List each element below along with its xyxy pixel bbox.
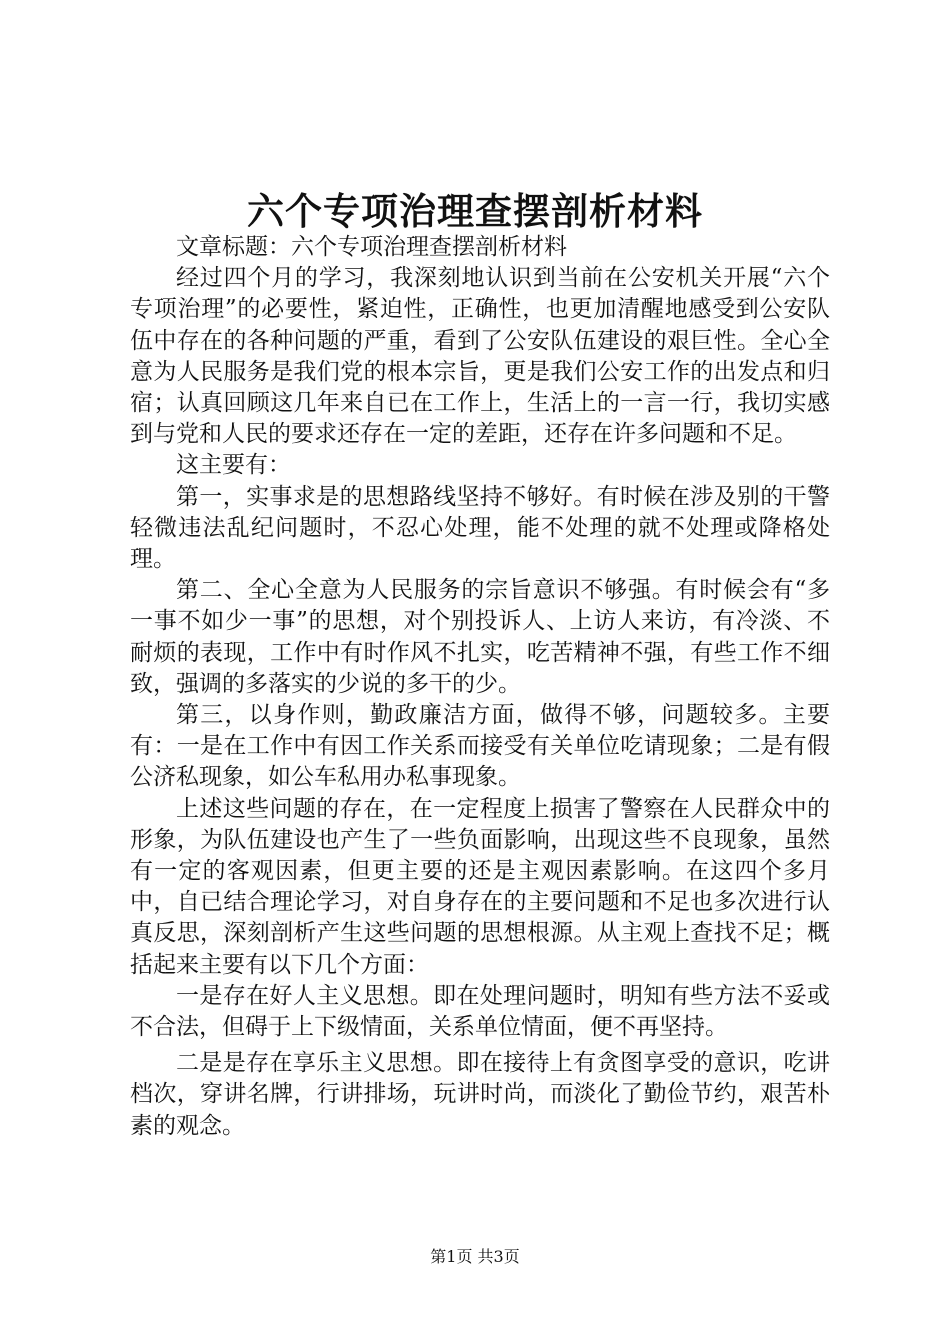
paragraph-cause-two: 二是是存在享乐主义思想。即在接待上有贪图享受的意识，吃讲档次，穿讲名牌，行讲排场，玩讲时尚，而淡化了勤俭节约，艰苦朴素的观念。 <box>130 1050 830 1139</box>
paragraph-point-two: 第二、全心全意为人民服务的宗旨意识不够强。有时候会有“多一事不如少一事”的思想，对个别投诉人、上访人来访，有冷淡、不耐烦的表现，工作中有时作风不扎实，吃苦精神不强，有些工作不细致，强调的多落实的少说的多干的少。 <box>130 577 830 697</box>
page-footer: 第1页 共3页 <box>430 1247 520 1266</box>
document-title: 六个专项治理查摆剖析材料 <box>247 189 703 233</box>
paragraph-main-points: 这主要有： <box>176 452 291 479</box>
document-body <box>130 232 830 1142</box>
paragraph-point-three: 第三，以身作则，勤政廉洁方面，做得不够，问题较多。主要有：一是在工作中有因工作关系而接受有关单位吃请现象；二是有假公济私现象，如公车私用办私事现象。 <box>130 702 830 791</box>
paragraph-cause-one: 一是存在好人主义思想。即在处理问题时，明知有些方法不妥或不合法，但碍于上下级情面，关系单位情面，便不再坚持。 <box>130 982 830 1041</box>
paragraph-point-one: 第一，实事求是的思想路线坚持不够好。有时候在涉及别的干警轻微违法乱纪问题时，不忍心处理，能不处理的就不处理或降格处理。 <box>130 483 830 573</box>
paragraph-analysis: 上述这些问题的存在，在一定程度上损害了警察在人民群众中的形象，为队伍建设也产生了一些负面影响，出现这些不良现象，虽然有一定的客观因素，但更主要的还是主观因素影响。在这四个多月中，自已结合理论学习，对自身存在的主要问题和不足也多次进行认真反思，深刻剖析产生这些问题的思想根源。从主观上查找不足；概括起来主要有以下几个方面： <box>130 795 830 978</box>
paragraph-intro: 经过四个月的学习，我深刻地认识到当前在公安机关开展“六个专项治理”的必要性，紧迫性，正确性，也更加清醒地感受到公安队伍中存在的各种问题的严重，看到了公安队伍建设的艰巨性。全心全意为人民服务是我们党的根本宗旨，更是我们公安工作的出发点和归宿；认真回顾这几年来自已在工作上，生活上的一言一行，我切实感到与党和人民的要求还存在一定的差距，还存在许多问题和不足。 <box>130 265 830 448</box>
paragraph-article-title: 文章标题：六个专项治理查摆剖析材料 <box>176 234 567 260</box>
